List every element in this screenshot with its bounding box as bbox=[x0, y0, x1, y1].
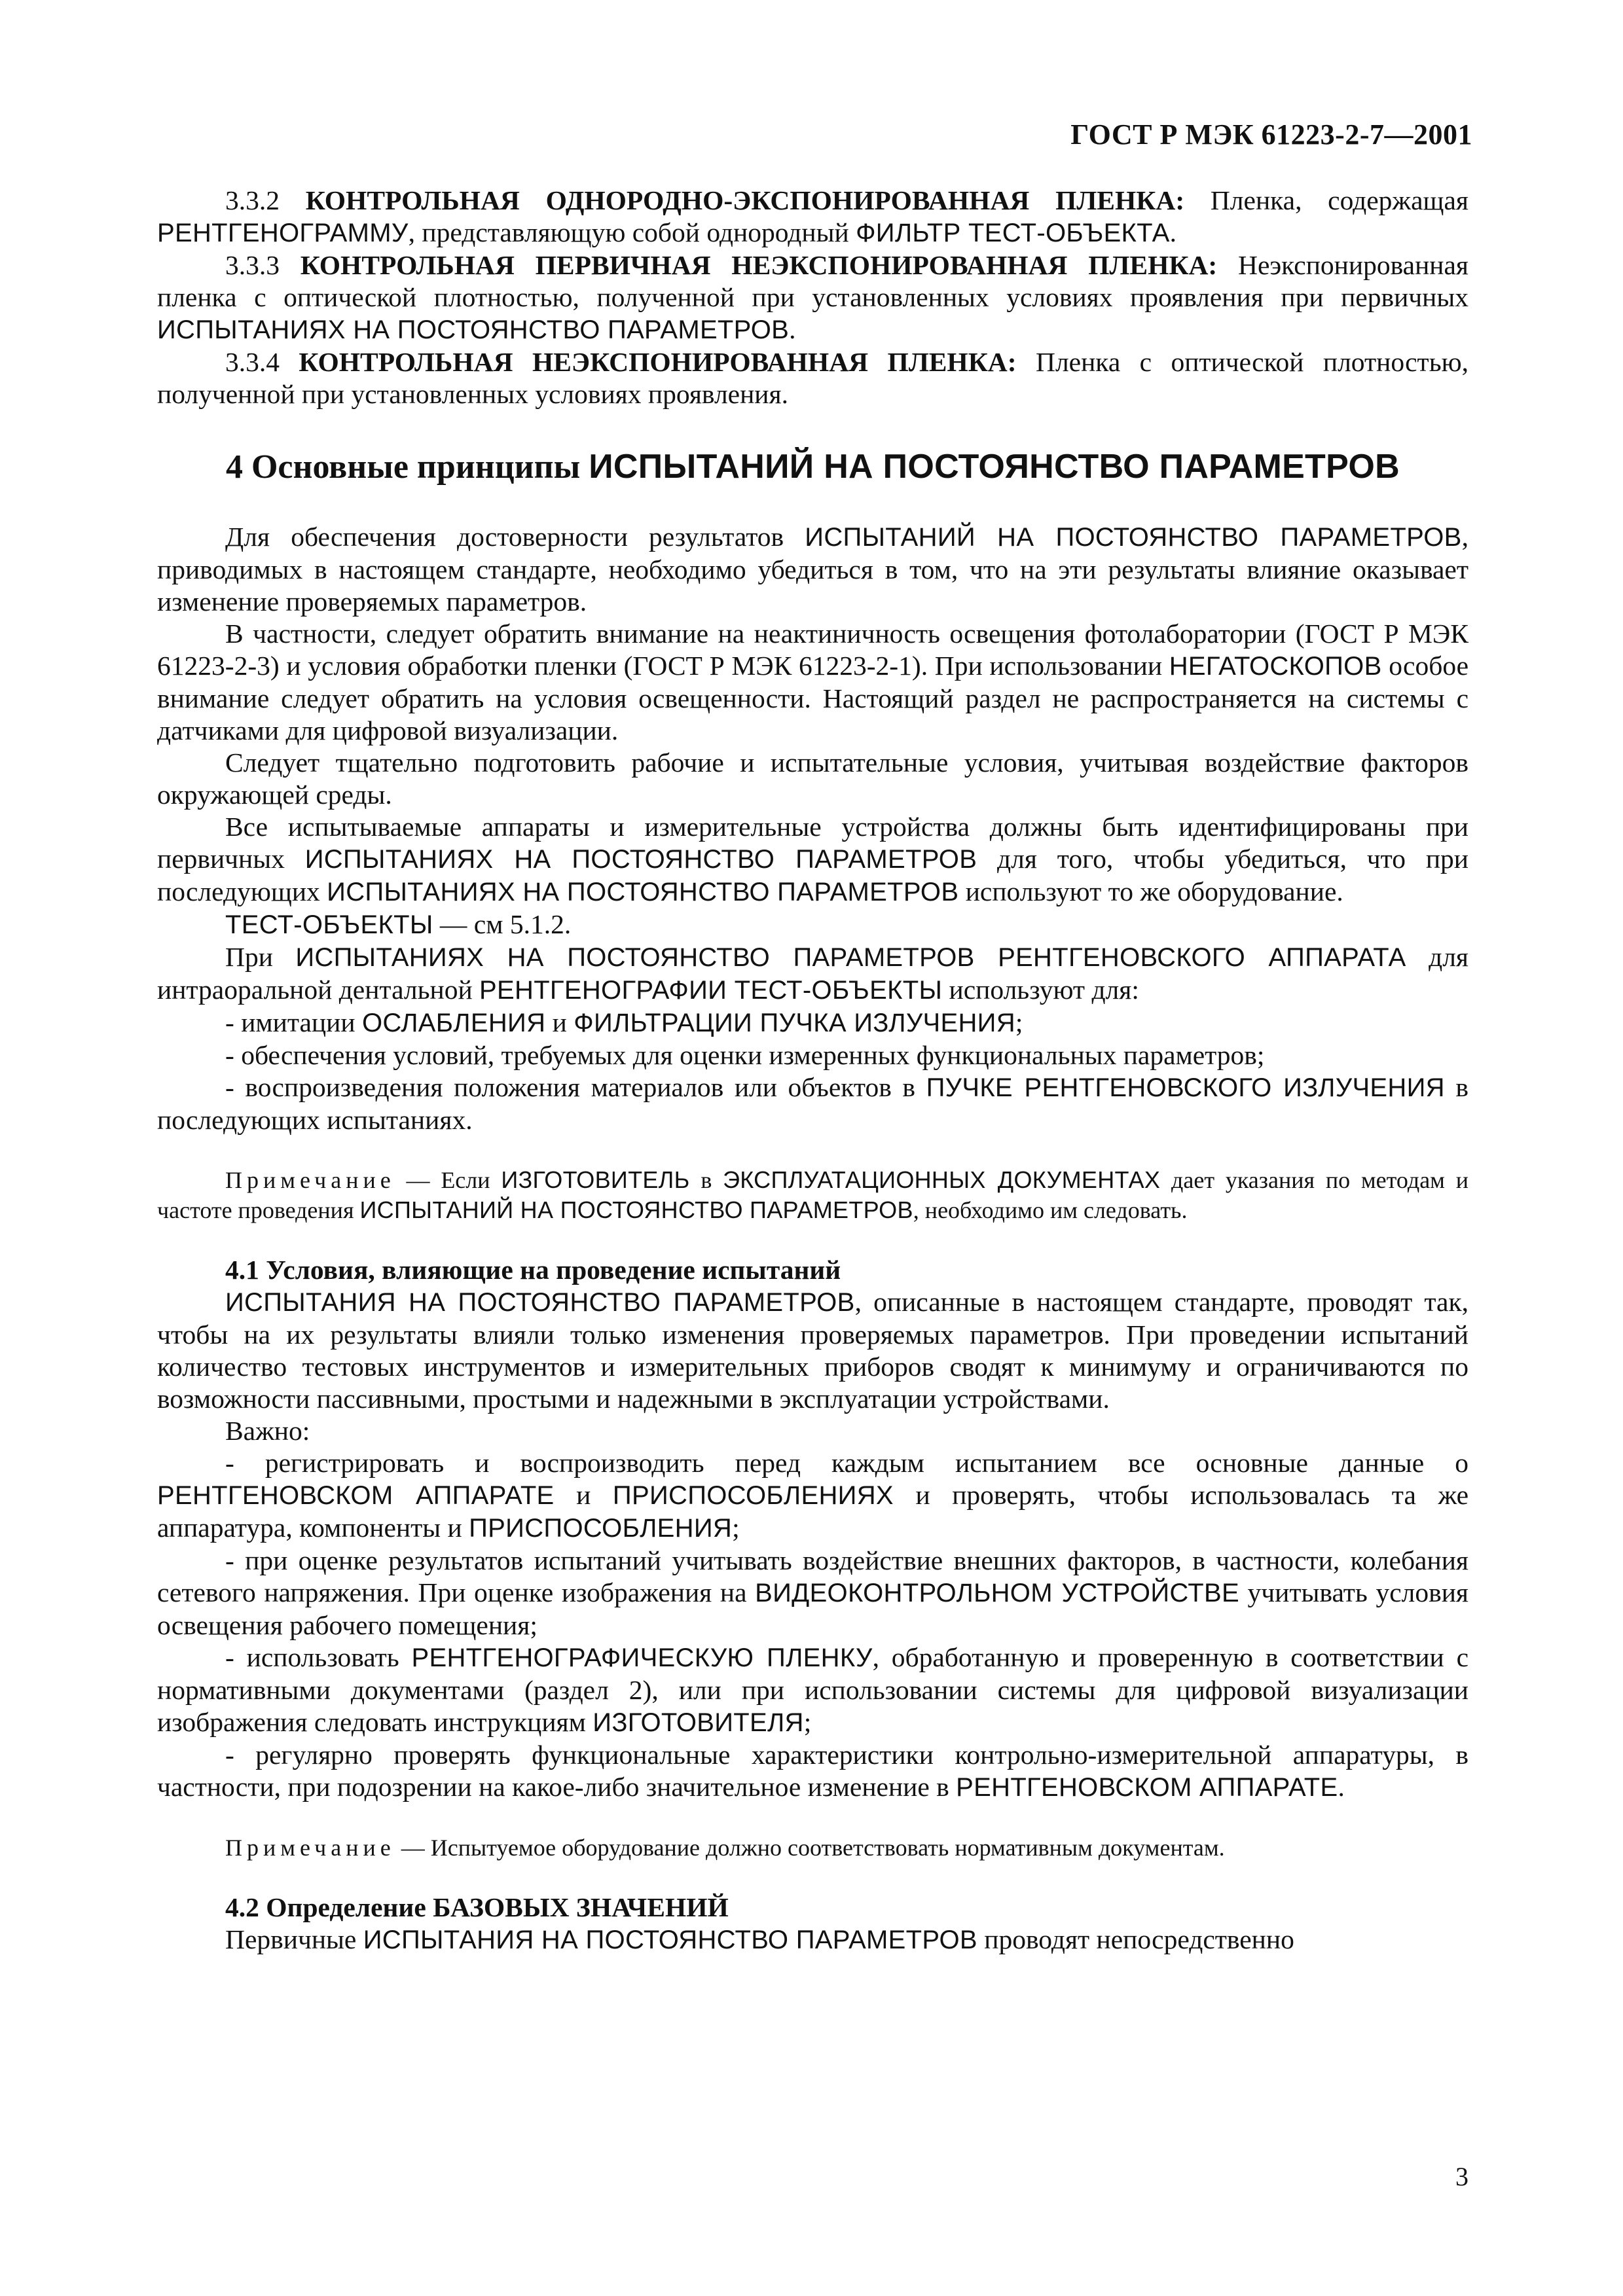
definition-number: 3.3.3 bbox=[225, 250, 280, 280]
list-item: - регулярно проверять функциональные характеристики контрольно-измерительной аппаратуры, в частности, при подозрении на какое-либо значительное изменение в РЕНТГЕНОВСКОМ АППАРАТЕ. bbox=[157, 1740, 1468, 1802]
definition-term: КОНТРОЛЬНАЯ НЕЭКСПОНИРОВАННАЯ ПЛЕНКА: bbox=[299, 347, 1017, 377]
section-4-paragraph-6: При ИСПЫТАНИЯХ НА ПОСТОЯНСТВО ПАРАМЕТРОВ РЕНТГЕНОВСКОГО АППАРАТА для интраоральной дентальной РЕНТГЕНОГРАФИИ ТЕСТ-ОБЪЕКТЫ используют для: bbox=[157, 942, 1469, 1005]
defined-term: ФИЛЬТР ТЕСТ-ОБЪЕКТА bbox=[856, 219, 1170, 247]
page-number: 3 bbox=[1455, 2162, 1468, 2191]
standard-header: ГОСТ Р МЭК 61223-2-7—2001 bbox=[1070, 118, 1472, 151]
page-body bbox=[157, 185, 1468, 1956]
list-item: - регистрировать и воспроизводить перед каждым испытанием все основные данные о РЕНТГЕНОВСКОМ АППАРАТЕ и ПРИСПОСОБЛЕНИЯХ и проверять, чтобы использовалась та же аппаратура, компоненты и ПРИСПОСОБЛЕНИЯ; bbox=[157, 1448, 1468, 1543]
note-label: Примечание bbox=[225, 1167, 395, 1193]
section-4-paragraph-4: Все испытываемые аппараты и измерительные устройства должны быть идентифицированы при первичных ИСПЫТАНИЯХ НА ПОСТОЯНСТВО ПАРАМЕТРОВ для того, чтобы убедиться, что при последующих ИСПЫТАНИЯХ НА ПОСТОЯНСТВО ПАРАМЕТРОВ используют то же оборудование. bbox=[157, 812, 1468, 906]
note-section-4: Примечание — Если ИЗГОТОВИТЕЛЬ в ЭКСПЛУАТАЦИОННЫХ ДОКУМЕНТАХ дает указания по методам и частоте проведения ИСПЫТАНИЙ НА ПОСТОЯНСТВО ПАРАМЕТРОВ, необходимо им следовать. bbox=[157, 1166, 1469, 1223]
note-label: Примечание bbox=[225, 1835, 395, 1861]
section-4-2-heading: 4.2 Определение БАЗОВЫХ ЗНАЧЕНИЙ bbox=[225, 1892, 729, 1922]
section-4-paragraph-3: Следует тщательно подготовить рабочие и испытательные условия, учитывая воздействие факторов окружающей среды. bbox=[157, 747, 1468, 810]
section-4-heading: 4 Основные принципы ИСПЫТАНИЙ НА ПОСТОЯНСТВО ПАРАМЕТРОВ bbox=[225, 448, 1400, 486]
definition-3-3-2: 3.3.2 КОНТРОЛЬНАЯ ОДНОРОДНО-ЭКСПОНИРОВАННАЯ ПЛЕНКА: Пленка, содержащая РЕНТГЕНОГРАММУ, представляющую собой однородный ФИЛЬТР ТЕСТ-ОБЪЕКТА. bbox=[157, 185, 1468, 247]
section-4-paragraph-2: В частности, следует обратить внимание на неактиничность освещения фотолаборатории (ГОСТ Р МЭК 61223-2-3) и условия обработки пленки (ГОСТ Р МЭК 61223-2-1). При использовании НЕГАТОСКОПОВ особое внимание следует обратить на условия освещенности. Настоящий раздел не распространяется на системы с датчиками для цифровой визуализации. bbox=[157, 619, 1469, 745]
section-4-1-heading: 4.1 Условия, влияющие на проведение испытаний bbox=[225, 1255, 841, 1285]
list-item: - обеспечения условий, требуемых для оценки измеренных функциональных параметров; bbox=[225, 1040, 1265, 1070]
list-item: - при оценке результатов испытаний учитывать воздействие внешних факторов, в частности, колебания сетевого напряжения. При оценке изображения на ВИДЕОКОНТРОЛЬНОМ УСТРОЙСТВЕ учитывать условия освещения рабочего помещения; bbox=[157, 1545, 1468, 1640]
important-label: Важно: bbox=[225, 1416, 310, 1446]
section-4-paragraph-1: Для обеспечения достоверности результатов ИСПЫТАНИЙ НА ПОСТОЯНСТВО ПАРАМЕТРОВ, приводимых в настоящем стандарте, необходимо убедиться в том, что на эти результаты влияние оказывает изменение проверяемых параметров. bbox=[157, 522, 1468, 617]
definition-3-3-4: 3.3.4 КОНТРОЛЬНАЯ НЕЭКСПОНИРОВАННАЯ ПЛЕНКА: Пленка с оптической плотностью, полученной при установленных условиях проявления. bbox=[157, 347, 1469, 409]
definition-number: 3.3.4 bbox=[225, 347, 280, 377]
definition-term: КОНТРОЛЬНАЯ ПЕРВИЧНАЯ НЕЭКСПОНИРОВАННАЯ ПЛЕНКА: bbox=[300, 250, 1218, 280]
list-item: - использовать РЕНТГЕНОГРАФИЧЕСКУЮ ПЛЕНКУ, обработанную и проверенную в соответствии с нормативными документами (раздел 2), или при использовании системы для цифровой визуализации изображения следовать инструкциям ИЗГОТОВИТЕЛЯ; bbox=[157, 1642, 1468, 1737]
definition-number: 3.3.2 bbox=[225, 185, 280, 215]
note-section-4-1: Примечание — Испытуемое оборудование должно соответствовать нормативным документам. bbox=[225, 1835, 1225, 1861]
list-item: - воспроизведения положения материалов или объектов в ПУЧКЕ РЕНТГЕНОВСКОГО ИЗЛУЧЕНИЯ в последующих испытаниях. bbox=[157, 1072, 1468, 1135]
section-4-paragraph-5: ТЕСТ-ОБЪЕКТЫ — см 5.1.2. bbox=[225, 909, 572, 939]
defined-term: РЕНТГЕНОГРАММУ bbox=[157, 219, 409, 247]
section-4-2-paragraph-1: Первичные ИСПЫТАНИЯ НА ПОСТОЯНСТВО ПАРАМЕТРОВ проводят непосредственно bbox=[225, 1924, 1294, 1954]
defined-term: ИСПЫТАНИЯХ НА ПОСТОЯНСТВО ПАРАМЕТРОВ bbox=[157, 315, 790, 344]
definition-3-3-3: 3.3.3 КОНТРОЛЬНАЯ ПЕРВИЧНАЯ НЕЭКСПОНИРОВАННАЯ ПЛЕНКА: Неэкспонированная пленка с оптической плотностью, полученной при установленных условиях проявления при первичных ИСПЫТАНИЯХ НА ПОСТОЯНСТВО ПАРАМЕТРОВ. bbox=[157, 250, 1468, 344]
definition-term: КОНТРОЛЬНАЯ ОДНОРОДНО-ЭКСПОНИРОВАННАЯ ПЛЕНКА: bbox=[305, 185, 1185, 215]
list-item: - имитации ОСЛАБЛЕНИЯ и ФИЛЬТРАЦИИ ПУЧКА ИЗЛУЧЕНИЯ; bbox=[225, 1007, 1023, 1037]
section-4-1-paragraph-1: ИСПЫТАНИЯ НА ПОСТОЯНСТВО ПАРАМЕТРОВ, описанные в настоящем стандарте, проводят так, чтобы на их результаты влияли только изменения проверяемых параметров. При проведении испытаний количество тестовых инструментов и измерительных приборов сводят к минимуму и ограничиваются по возможности пассивными, простыми и надежными в эксплуатации устройствами. bbox=[157, 1287, 1468, 1414]
